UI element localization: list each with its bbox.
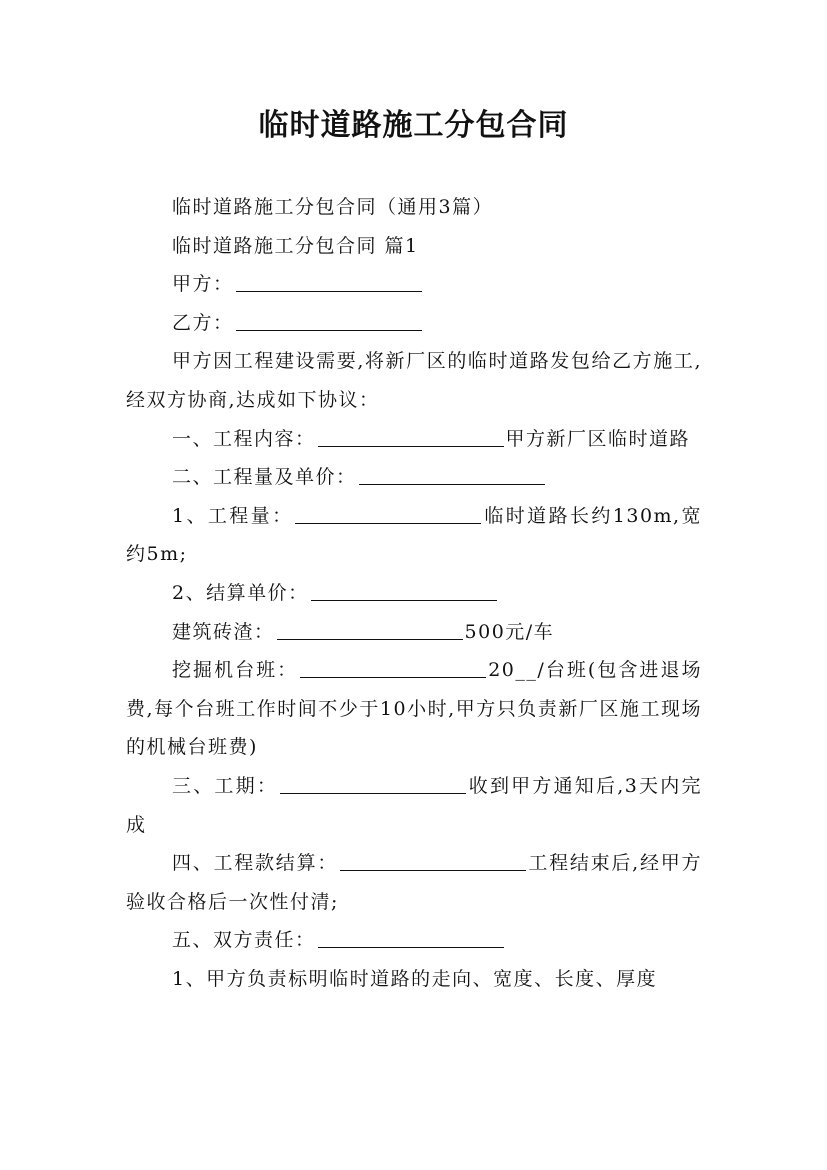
clause-2-2-blank <box>311 582 497 601</box>
clause-2-1-blank <box>295 505 481 524</box>
clause-3-text: 收到甲方通知后,3天内完成 <box>126 774 702 836</box>
brick-rubble-line <box>126 613 702 652</box>
excavator-shift-blank <box>300 659 486 678</box>
clause-1-blank <box>318 428 504 447</box>
clause-2-2-label: 2、结算单价： <box>172 581 309 604</box>
document-title: 临时道路施工分包合同 <box>258 108 569 143</box>
party-b-line <box>126 304 702 343</box>
clause-3-duration <box>126 767 702 844</box>
excavator-shift-line <box>126 651 702 767</box>
clause-2-blank <box>359 466 545 485</box>
party-a-blank <box>236 273 422 292</box>
brick-rubble-price: 500元/车 <box>464 620 555 643</box>
clause-2-1-text: 临时道路长约130m,宽约5m; <box>126 504 702 566</box>
clause-2-2-unit-price <box>126 574 702 613</box>
clause-2-label: 二、工程量及单价： <box>172 466 357 489</box>
clause-4-payment <box>126 844 702 921</box>
clause-4-blank <box>340 852 526 871</box>
paragraph-heading-collection: 临时道路施工分包合同（通用3篇） <box>172 196 494 218</box>
clause-2-1-quantity <box>126 497 702 574</box>
excavator-shift-label: 挖掘机台班： <box>172 659 299 682</box>
clause-2-1-label: 1、工程量： <box>172 504 294 527</box>
party-b-label: 乙方： <box>172 311 234 334</box>
clause-5-1-text: 1、甲方负责标明临时道路的走向、宽度、长度、厚度 <box>172 967 658 990</box>
brick-rubble-label: 建筑砖渣： <box>172 620 275 643</box>
party-a-line <box>126 265 702 304</box>
document-body <box>126 188 702 998</box>
clause-5-label: 五、双方责任： <box>172 929 316 952</box>
party-b-blank <box>236 312 422 331</box>
clause-1-text: 甲方新厂区临时道路 <box>505 427 691 450</box>
clause-4-label: 四、工程款结算： <box>172 852 339 875</box>
clause-3-blank <box>280 775 466 794</box>
paragraph-heading-part-1: 临时道路施工分包合同 篇1 <box>172 234 419 257</box>
clause-2-quantity-price <box>126 458 702 497</box>
clause-5-blank <box>318 929 504 948</box>
clause-1-label: 一、工程内容： <box>172 427 316 450</box>
clause-3-label: 三、工期： <box>172 774 279 797</box>
clause-5-responsibilities <box>126 921 702 960</box>
party-a-label: 甲方： <box>172 273 234 296</box>
excavator-shift-text: 20__/台班(包含进退场费,每个台班工作时间不少于10小时,甲方只负责新厂区施工现场的机械台班费) <box>126 659 702 759</box>
brick-rubble-blank <box>277 621 463 640</box>
clause-1-project-content <box>126 420 702 459</box>
clause-4-text: 工程结束后,经甲方验收合格后一次性付清; <box>126 852 702 913</box>
intro-paragraph: 甲方因工程建设需要,将新厂区的临时道路发包给乙方施工,经双方协商,达成如下协议： <box>126 350 702 411</box>
